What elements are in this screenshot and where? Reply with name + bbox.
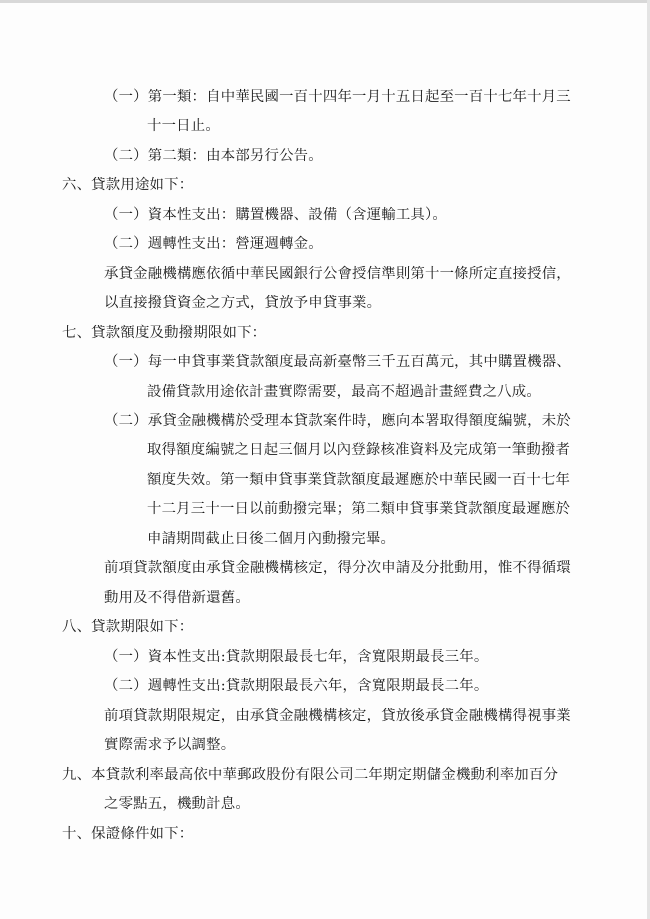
section-6-item-2: （二）週轉性支出：營運週轉金。 — [104, 236, 323, 252]
section-8-heading: 八、貸款期限如下： — [62, 619, 194, 635]
section-8-item-1: （一）資本性支出:貸款期限最長七年，含寬限期最長三年。 — [104, 649, 489, 665]
section-7-heading: 七、貸款額度及動撥期限如下： — [62, 325, 267, 341]
item-1-class-1-line-2: 十一日止。 — [147, 118, 220, 134]
section-6-paragraph-line-2: 以直接撥貸資金之方式，貸放予申貸事業。 — [104, 295, 382, 311]
section-7-item-1-line-2: 設備貸款用途依計畫實際需要，最高不超過計畫經費之八成。 — [147, 384, 541, 400]
section-8-paragraph-line-1: 前項貸款期限規定，由承貸金融機構核定，貸放後承貸金融機構得視事業 — [104, 708, 571, 724]
section-8-paragraph-line-2: 實際需求予以調整。 — [104, 737, 236, 753]
section-8-item-2: （二）週轉性支出:貸款期限最長六年，含寬限期最長二年。 — [104, 678, 489, 694]
section-7-item-1-line-1: （一）每一申貸事業貸款額度最高新臺幣三千五百萬元，其中購置機器、 — [104, 354, 571, 370]
section-6-item-1: （一）資本性支出：購置機器、設備（含運輸工具）。 — [104, 207, 447, 223]
section-7-item-2-line-5: 申請期間截止日後二個月內動撥完畢。 — [147, 531, 396, 547]
section-7-item-2-line-1: （二）承貸金融機構於受理本貸款案件時，應向本署取得額度編號，未於 — [104, 413, 571, 429]
section-10-heading: 十、保證條件如下： — [62, 826, 194, 842]
page-top-edge — [0, 0, 650, 3]
section-7-item-2-line-2: 取得額度編號之日起三個月以內登錄核准資料及完成第一筆動撥者 — [147, 442, 571, 458]
section-6-heading: 六、貸款用途如下： — [62, 177, 194, 193]
section-9-line-1: 九、本貸款利率最高依中華郵政股份有限公司二年期定期儲金機動利率加百分 — [62, 767, 559, 783]
section-7-paragraph-line-2: 動用及不得借新還舊。 — [104, 590, 250, 606]
section-7-paragraph-line-1: 前項貸款額度由承貸金融機構核定，得分次申請及分批動用，惟不得循環 — [104, 560, 571, 576]
section-6-paragraph-line-1: 承貸金融機構應依循中華民國銀行公會授信準則第十一條所定直接授信， — [104, 266, 571, 282]
section-7-item-2-line-4: 十二月三十一日以前動撥完畢；第二類申貸事業貸款額度最遲應於 — [147, 501, 571, 517]
section-7-item-2-line-3: 額度失效。第一類申貸事業貸款額度最遲應於中華民國一百十七年 — [147, 472, 571, 488]
item-1-class-1-line-1: （一）第一類：自中華民國一百十四年一月十五日起至一百十七年十月三 — [104, 89, 571, 105]
section-9-line-2: 之零點五，機動計息。 — [104, 796, 250, 812]
item-1-class-2: （二）第二類：由本部另行公告。 — [104, 148, 323, 164]
